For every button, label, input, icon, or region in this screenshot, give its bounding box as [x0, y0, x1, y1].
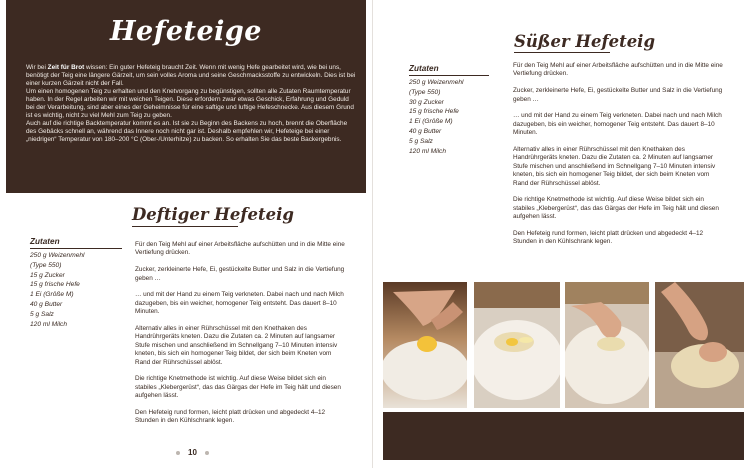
instruction-step: … und mit der Hand zu einem Teig verkneten. Dabei nach und nach Milch dazugeben, bis ein weicher, homogener Teig entsteht. Das dauert 8–10 Minuten.: [135, 291, 344, 316]
ingredient-item: 15 g frische Hefe: [409, 108, 459, 116]
ingredient-item: 15 g Zucker: [30, 271, 65, 279]
ingredient-item: 15 g frische Hefe: [30, 281, 80, 289]
instruction-step: Alternativ alles in einer Rührschüssel mit den Knethaken des Handrührgeräts kneten. Dazu die Zutaten ca. 2 Minuten auf langsamer Stufe mischen und anschließend im Schnellgang 7–10 Minuten intensiv kneten, bis sich ein homogener Teig bildet, der sich beim Kneten vom Rand der Rührschüssel ablöst.: [513, 146, 716, 187]
ingredient-item: 1 Ei (Größe M): [30, 291, 74, 299]
ingredient-item: 250 g Weizenmehl: [30, 252, 85, 259]
ingredients-rule: [30, 248, 122, 249]
page-footer: [168, 448, 217, 457]
instruction-step: Zucker, zerkleinerte Hefe, Ei, gestückelte Butter und Salz in die Vertiefung geben …: [513, 87, 723, 103]
ingredients-deftig: [30, 237, 122, 329]
photo-kneading-dough: [655, 282, 744, 408]
bullet-dot: [205, 451, 209, 455]
ingredient-item: 250 g Weizenmehl: [409, 79, 464, 86]
intro-paragraph-3: Auch auf die richtige Backtemperatur kommt es an. Ist sie zu Beginn des Backens zu hoch, brennt die Oberfläche des Gebäcks schnell an, während das Innere noch nicht gar ist. Deshalb empfehlen wir, Hefeteige bei einer „niedrigen“ Temperatur von 180–200 °C (Ober-/Unterhitze) zu backen. So erhalten Sie das beste Backergebnis.: [26, 120, 348, 143]
instruction-step: Die richtige Knetmethode ist wichtig. Auf diese Weise bildet sich ein stabiles „Klebergerüst“, das das Gärgas der Hefe im Teig hält und diesen aufgehen lässt.: [513, 196, 719, 221]
instructions-deftig: [135, 241, 345, 434]
decorative-bar: [383, 412, 744, 460]
instruction-step: Zucker, zerkleinerte Hefe, Ei, gestückelte Butter und Salz in die Vertiefung geben …: [135, 266, 345, 282]
ingredient-item: 5 g Salz: [409, 137, 433, 145]
ingredients-heading: Zutaten: [409, 64, 439, 73]
section-title-suess: Süßer Hefeteig: [514, 32, 655, 51]
section-title-underline: [132, 226, 238, 227]
photo-flour-well: [474, 282, 560, 408]
instruction-step: … und mit der Hand zu einem Teig verkneten. Dabei nach und nach Milch dazugeben, bis ein weicher, homogener Teig entsteht. Das dauert 8–10 Minuten.: [513, 112, 722, 137]
intro-rest: wissen: Ein guter Hefeteig braucht Zeit. Wenn mit wenig Hefe gearbeitet wird, wie bei uns, benötigt der Teig eine längere Gärzeit, um sein volles Aroma und seine Geschmacksstoffe zu entwickeln. Dies ist bei einer kurzen Gärzeit nicht der Fall.: [26, 64, 356, 87]
page-gutter: [372, 0, 373, 468]
ingredients-rule: [409, 75, 489, 76]
ingredients-heading: Zutaten: [30, 237, 60, 246]
ingredient-item: 1 Ei (Größe M): [409, 118, 453, 126]
instruction-step: Alternativ alles in einer Rührschüssel mit den Knethaken des Handrührgeräts kneten. Dazu die Zutaten ca. 2 Minuten auf langsamer Stufe mischen und anschließend im Schnellgang 7–10 Minuten intensiv kneten, bis sich ein homogener Teig bildet, der sich beim Kneten vom Rand der Rührschüssel ablöst.: [135, 325, 338, 366]
ingredient-item: 40 g Butter: [409, 127, 442, 135]
instruction-step: Für den Teig Mehl auf einer Arbeitsfläche aufschütten und in die Mitte eine Vertiefung drücken.: [513, 62, 723, 78]
section-title-deftig: Deftiger Hefeteig: [132, 205, 294, 224]
intro-text: [26, 64, 356, 144]
ingredient-item: 120 ml Milch: [409, 147, 447, 155]
ingredients-suess: [409, 64, 489, 156]
ingredient-item: (Type 550): [409, 88, 441, 96]
ingredient-item: 120 ml Milch: [30, 320, 68, 328]
intro-panel: [6, 0, 366, 193]
ingredient-item: (Type 550): [30, 261, 62, 269]
ingredient-item: 5 g Salz: [30, 310, 54, 318]
intro-prefix: Wir bei: [26, 64, 48, 71]
instruction-step: Die richtige Knetmethode ist wichtig. Auf diese Weise bildet sich ein stabiles „Klebergerüst“, das das Gärgas der Hefe im Teig hält und diesen aufgehen lässt.: [135, 375, 341, 400]
intro-brand: Zeit für Brot: [47, 64, 85, 71]
bullet-dot: [176, 451, 180, 455]
photo-egg-into-flour: [383, 282, 467, 408]
instruction-step: Den Hefeteig rund formen, leicht platt drücken und abgedeckt 4–12 Stunden in den Kühlschrank legen.: [135, 409, 326, 425]
page-number: 10: [188, 448, 197, 457]
ingredient-item: 30 g Zucker: [409, 98, 444, 106]
intro-paragraph-1: [26, 64, 356, 88]
photo-mixing-by-hand: [565, 282, 649, 408]
instruction-step: Den Hefeteig rund formen, leicht platt drücken und abgedeckt 4–12 Stunden in den Kühlschrank legen.: [513, 230, 704, 246]
page-title: Hefeteige: [110, 16, 262, 47]
ingredient-item: 40 g Butter: [30, 300, 63, 308]
instructions-suess: [513, 62, 723, 255]
intro-paragraph-2: Um einen homogenen Teig zu erhalten und den Knetvorgang zu begünstigen, sollten alle Zutaten Raumtemperatur haben. In der Regel arbeiten wir mit weichen Teigen. Diese erfordern zwar etwas Geschick, Erfahrung und Geduld bei der Verarbeitung, sind aber eines der Geheimnisse für eine saftige und luftige Hefeschnecke. Aus diesem Grund ist es wichtig, nicht zu viel Mehl zum Teig zu geben.: [26, 88, 354, 119]
instruction-step: Für den Teig Mehl auf einer Arbeitsfläche aufschütten und in die Mitte eine Vertiefung drücken.: [135, 241, 345, 257]
section-title-underline: [514, 52, 610, 53]
